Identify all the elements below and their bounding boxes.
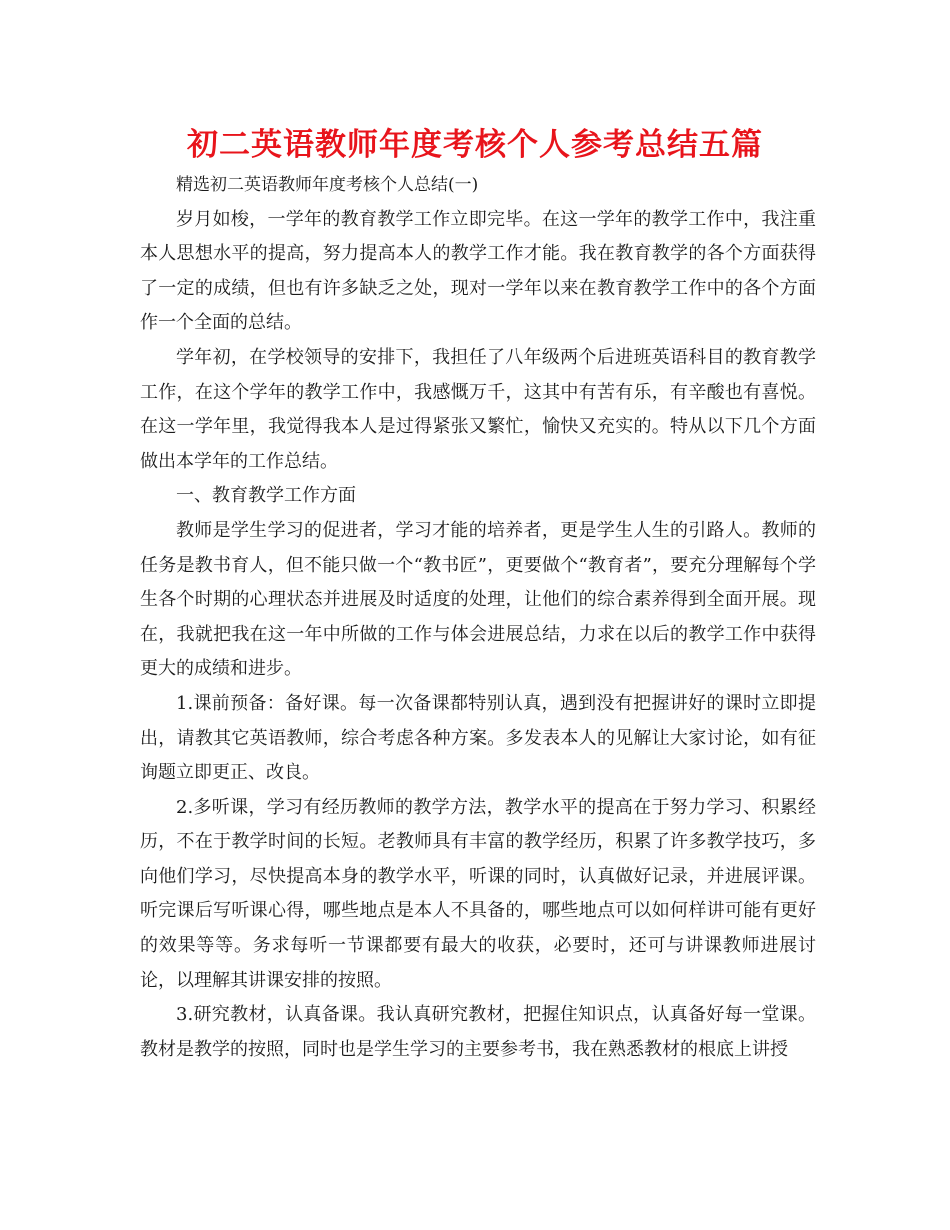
section-heading: 一、教育教学工作方面 — [176, 485, 356, 507]
paragraph-item-3: 3.研究教材，认真备课。我认真研究教材，把握住知识点，认真备好每一堂课。教材是教学的按照，同时也是学生学习的主要参考书，我在熟悉教材的根底上讲授 — [140, 1004, 816, 1060]
paragraph-background: 学年初，在学校领导的安排下，我担任了八年级两个后进班英语科目的教育教学工作，在这个学年的教学工作中，我感慨万千，这其中有苦有乐，有辛酸也有喜悦。在这一学年里，我觉得我本人是过得紧张又繁忙，愉快又充实的。特从以下几个方面做出本学年的工作总结。 — [140, 346, 816, 472]
document-title: 初二英语教师年度考核个人参考总结五篇 — [187, 127, 763, 163]
paragraph-intro: 岁月如梭，一学年的教育教学工作立即完毕。在这一学年的教学工作中，我注重本人思想水平的提高，努力提高本人的教学工作才能。我在教育教学的各个方面获得了一定的成绩，但也有许多缺乏之处，现对一学年以来在教育教学工作中的各个方面作一个全面的总结。 — [140, 208, 816, 334]
paragraph-item-2: 2.多听课，学习有经历教师的教学方法，教学水平的提高在于努力学习、积累经历，不在于教学时间的长短。老教师具有丰富的教学经历，积累了许多教学技巧，多向他们学习，尽快提高本身的教学水平，听课的同时，认真做好记录，并进展评课。听完课后写听课心得，哪些地点是本人不具备的，哪些地点可以如何样讲可能有更好的效果等等。务求每听一节课都要有最大的收获，必要时，还可与讲课教师进展讨论，以理解其讲课安排的按照。 — [140, 796, 816, 991]
document-body — [140, 168, 816, 1067]
paragraph-teacher-role: 教师是学生学习的促进者，学习才能的培养者，更是学生人生的引路人。教师的任务是教书育人，但不能只做一个“教书匠”，更要做个“教育者”，要充分理解每个学生各个时期的心理状态并进展及时适度的处理，让他们的综合素养得到全面开展。现在，我就把我在这一年中所做的工作与体会进展总结，力求在以后的教学工作中获得更大的成绩和进步。 — [140, 519, 816, 680]
paragraph-item-1: 1.课前预备：备好课。每一次备课都特别认真，遇到没有把握讲好的课时立即提出，请教其它英语教师，综合考虑各种方案。多发表本人的见解让大家讨论，如有征询题立即更正、改良。 — [140, 692, 816, 784]
section-subtitle: 精选初二英语教师年度考核个人总结(一) — [176, 175, 479, 195]
